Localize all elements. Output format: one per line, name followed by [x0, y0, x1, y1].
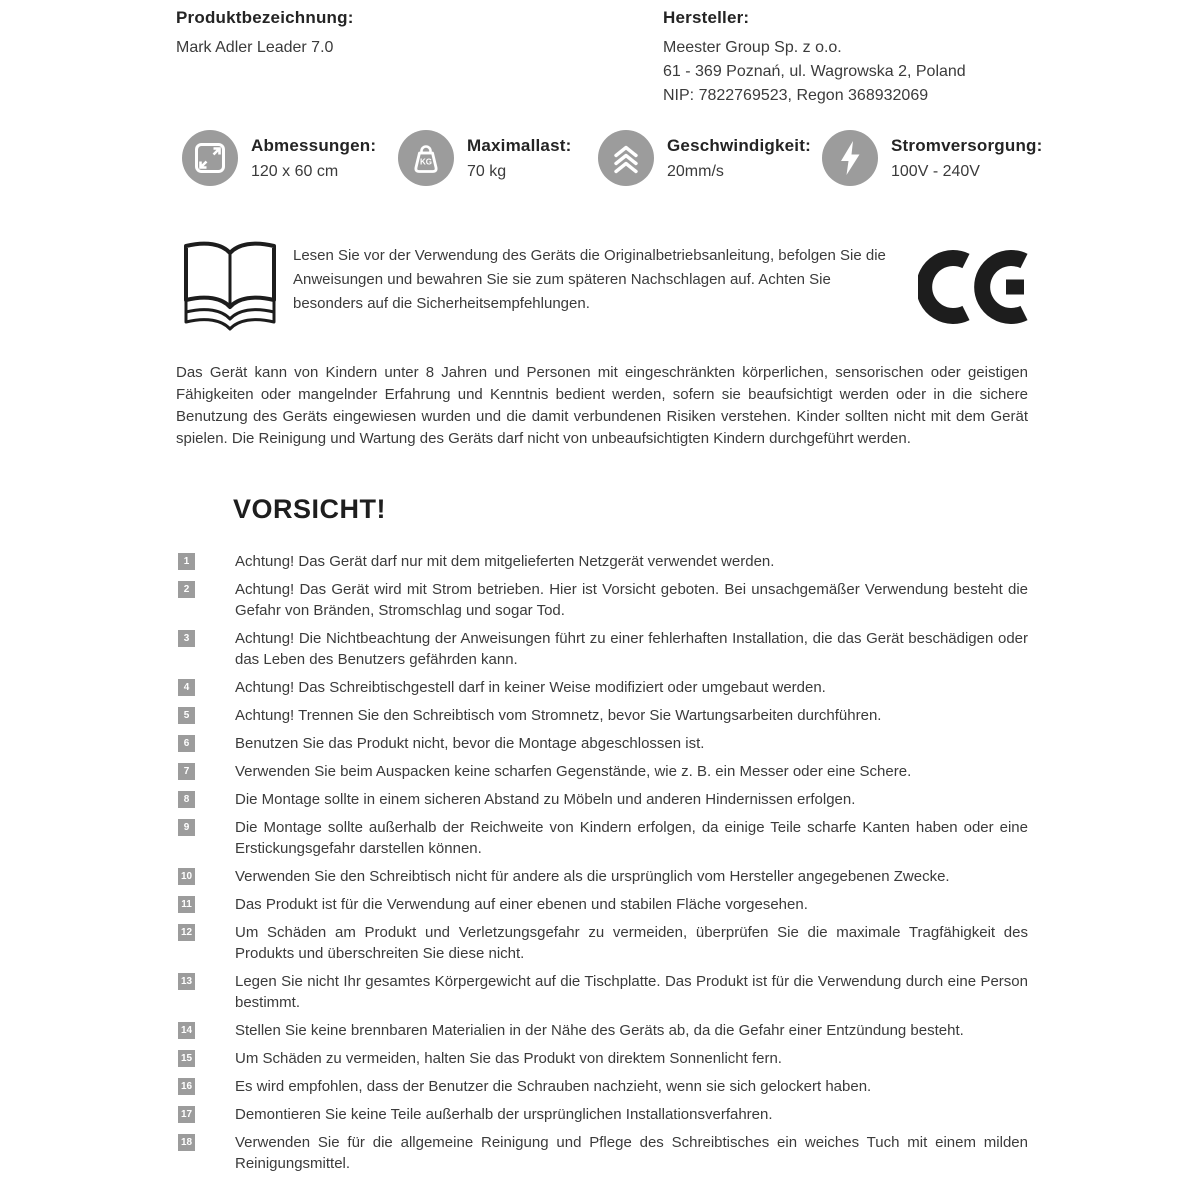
max-load-icon [398, 130, 454, 186]
caution-item-text: Demontieren Sie keine Teile außerhalb der ursprünglichen Installationsverfahren. [235, 1106, 773, 1123]
caution-item [176, 922, 1028, 964]
identification-section [176, 0, 1028, 120]
item-number-badge: 10 [178, 868, 195, 885]
caution-item [176, 971, 1028, 1013]
item-number-badge: 9 [178, 819, 195, 836]
item-number-badge: 18 [178, 1134, 195, 1151]
ce-mark-icon [918, 248, 1034, 326]
spec-value: 100V - 240V [891, 162, 980, 180]
manual-note-section [176, 238, 1028, 338]
caution-item [176, 1048, 1028, 1069]
caution-item-text: Die Montage sollte außerhalb der Reichweite von Kindern erfolgen, da einige Teile scharfe Kanten haben oder eine Erstickungsgefahr darstellen können. [235, 819, 1028, 857]
speed-icon [598, 130, 654, 186]
caution-item-text: Achtung! Das Schreibtischgestell darf in keiner Weise modifiziert oder umgebaut werden. [235, 679, 826, 696]
item-number-badge: 1 [178, 553, 195, 570]
manufacturer-ids: NIP: 7822769523, Regon 368932069 [663, 87, 929, 104]
caution-item [176, 1132, 1028, 1174]
power-icon [822, 130, 878, 186]
caution-item-text: Stellen Sie keine brennbaren Materialien in der Nähe des Geräts ab, da die Gefahr einer Entzündung besteht. [235, 1022, 964, 1039]
manufacturer-address: 61 - 369 Poznań, ul. Wagrowska 2, Poland [663, 63, 966, 80]
dimensions-icon [182, 130, 238, 186]
item-number-badge: 13 [178, 973, 195, 990]
caution-item [176, 1104, 1028, 1125]
item-number-badge: 5 [178, 707, 195, 724]
svg-text:KG: KG [420, 157, 432, 167]
spec-label: Abmessungen: [251, 135, 377, 155]
caution-item [176, 677, 1028, 698]
caution-item [176, 1020, 1028, 1041]
spec-label: Geschwindigkeit: [667, 135, 811, 155]
page-content [176, 0, 1043, 1181]
manufacturer-name: Meester Group Sp. z o.o. [663, 39, 842, 56]
caution-item [176, 628, 1028, 670]
caution-heading: VORSICHT! [233, 494, 386, 524]
spec-label: Stromversorgung: [891, 135, 1043, 155]
caution-item-text: Verwenden Sie beim Auspacken keine scharfen Gegenstände, wie z. B. ein Messer oder eine Schere. [235, 763, 912, 780]
caution-item-text: Um Schäden zu vermeiden, halten Sie das Produkt von direktem Sonnenlicht fern. [235, 1050, 782, 1067]
item-number-badge: 2 [178, 581, 195, 598]
spec-text [891, 136, 1043, 181]
item-number-badge: 6 [178, 735, 195, 752]
caution-list [176, 551, 1028, 1174]
spec-value: 20mm/s [667, 162, 724, 180]
caution-item [176, 1076, 1028, 1097]
caution-item-text: Die Montage sollte in einem sicheren Abstand zu Möbeln und anderen Hindernissen erfolgen. [235, 791, 856, 808]
caution-item-text: Achtung! Trennen Sie den Schreibtisch vom Stromnetz, bevor Sie Wartungsarbeiten durchführen. [235, 707, 882, 724]
caution-item-text: Benutzen Sie das Produkt nicht, bevor die Montage abgeschlossen ist. [235, 735, 705, 752]
spec-text [467, 136, 571, 181]
caution-item-text: Achtung! Das Gerät wird mit Strom betrieben. Hier ist Vorsicht geboten. Bei unsachgemäßer Verwendung besteht die Gefahr von Bränden, Stromschlag und sogar Tod. [235, 581, 1028, 619]
item-number-badge: 11 [178, 896, 195, 913]
caution-item-text: Das Produkt ist für die Verwendung auf einer ebenen und stabilen Fläche vorgesehen. [235, 896, 808, 913]
caution-item [176, 894, 1028, 915]
item-number-badge: 4 [178, 679, 195, 696]
caution-item [176, 579, 1028, 621]
item-number-badge: 17 [178, 1106, 195, 1123]
item-number-badge: 7 [178, 763, 195, 780]
spec-power [822, 130, 1043, 186]
item-number-badge: 3 [178, 630, 195, 647]
item-number-badge: 8 [178, 791, 195, 808]
manual-note-text: Lesen Sie vor der Verwendung des Geräts die Originalbetriebsanleitung, befolgen Sie die Anweisungen und bewahren Sie sie zum späteren Nachschlagen auf. Achten Sie besonders auf die Sicherheitsempfehlungen. [293, 247, 886, 312]
caution-item-text: Achtung! Die Nichtbeachtung der Anweisungen führt zu einer fehlerhaften Installation, die das Gerät beschädigen oder das Leben des Benutzers gefährden kann. [235, 630, 1028, 668]
caution-item-text: Verwenden Sie den Schreibtisch nicht für andere als die ursprünglich vom Hersteller angegebenen Zwecke. [235, 868, 950, 885]
spec-row [176, 130, 1043, 200]
caution-item-text: Legen Sie nicht Ihr gesamtes Körpergewicht auf die Tischplatte. Das Produkt ist für die Verwendung durch eine Person bestimmt. [235, 973, 1028, 1011]
children-safety-paragraph: Das Gerät kann von Kindern unter 8 Jahren und Personen mit eingeschränkten körperlichen, sensorischen oder geistigen Fähigkeiten oder mangelnder Erfahrung und Kenntnis bedient werden, sofern sie beaufsichtigt werden oder in die sichere Benutzung des Geräts eingewiesen wurden und die damit verbundenen Risiken verstehen. Kinder sollten nicht mit dem Gerät spielen. Die Reinigung und Wartung des Geräts darf nicht von unbeaufsichtigten Kindern durchgeführt werden. [176, 364, 1028, 447]
caution-item-text: Um Schäden am Produkt und Verletzungsgefahr zu vermeiden, überprüfen Sie die maximale Tragfähigkeit des Produkts und überschreiten Sie diese nicht. [235, 924, 1028, 962]
caution-item [176, 705, 1028, 726]
item-number-badge: 12 [178, 924, 195, 941]
spec-value: 70 kg [467, 162, 507, 180]
caution-item [176, 551, 1028, 572]
spec-value: 120 x 60 cm [251, 162, 339, 180]
product-block [176, 8, 646, 60]
spec-label: Maximallast: [467, 135, 572, 155]
open-book-icon [176, 238, 284, 334]
caution-item [176, 817, 1028, 859]
spec-text [251, 136, 376, 181]
item-number-badge: 14 [178, 1022, 195, 1039]
caution-item [176, 761, 1028, 782]
spec-max-load [398, 130, 571, 186]
product-name: Mark Adler Leader 7.0 [176, 39, 334, 56]
spec-dimensions [182, 130, 376, 186]
caution-item [176, 866, 1028, 887]
spec-text [667, 136, 811, 181]
spec-speed [598, 130, 811, 186]
manufacturer-label: Hersteller: [663, 8, 750, 27]
item-number-badge: 16 [178, 1078, 195, 1095]
product-label: Produktbezeichnung: [176, 8, 354, 27]
manufacturer-block [663, 8, 1028, 108]
caution-item-text: Verwenden Sie für die allgemeine Reinigung und Pflege des Schreibtisches ein weiches Tuch mit einem milden Reinigungsmittel. [235, 1134, 1028, 1172]
caution-item-text: Achtung! Das Gerät darf nur mit dem mitgelieferten Netzgerät verwendet werden. [235, 553, 775, 570]
caution-item [176, 733, 1028, 754]
item-number-badge: 15 [178, 1050, 195, 1067]
caution-item-text: Es wird empfohlen, dass der Benutzer die Schrauben nachzieht, wenn sie sich gelockert haben. [235, 1078, 872, 1095]
caution-item [176, 789, 1028, 810]
